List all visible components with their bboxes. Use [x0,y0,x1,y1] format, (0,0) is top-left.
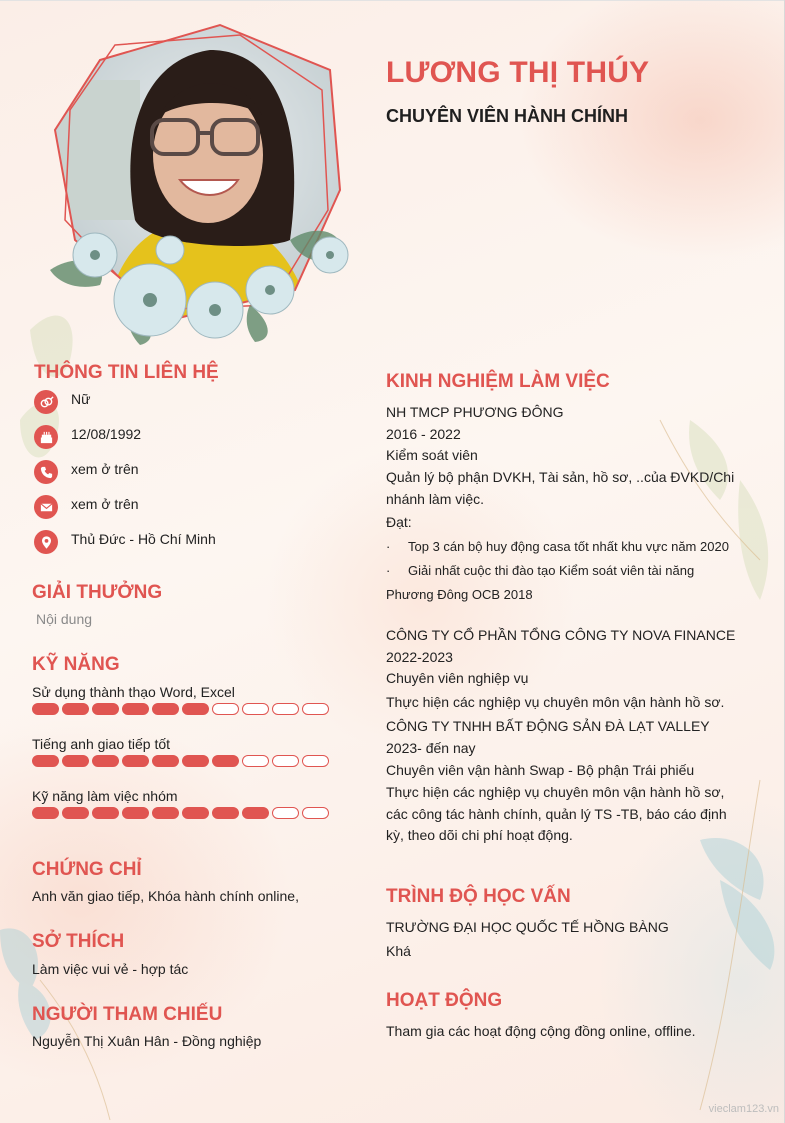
activities-heading: HOẠT ĐỘNG [386,990,503,1011]
contact-heading: THÔNG TIN LIÊN HỆ [34,362,219,383]
job1-description: Quản lý bộ phận DVKH, Tài sản, hồ sơ, ..của ĐVKD/Chi [386,469,735,485]
job1-achievement-cont: Phương Đông OCB 2018 [386,587,533,602]
awards-content: Nội dung [36,611,93,627]
awards-heading: GIẢI THƯỞNG [32,582,163,603]
gender-icon [34,390,58,414]
job2-company: CÔNG TY CỔ PHẦN TỔNG CÔNG TY NOVA FINANCE [386,627,736,643]
job1-achievement-item: · Giải nhất cuộc thi đào tạo Kiểm soát viên tài năng [386,563,695,578]
job3-position: Chuyên viên vận hành Swap - Bộ phận Trái phiếu [386,762,695,778]
skill-pill-filled [122,703,149,715]
skill-pill-filled [122,755,149,767]
job1-achieved-label: Đạt: [386,514,412,530]
skill-pill-filled [152,755,179,767]
job1-description-cont: nhánh làm việc. [386,491,485,507]
watermark: vieclam123.vn [708,1103,779,1115]
references-content: Nguyễn Thị Xuân Hân - Đồng nghiệp [32,1033,262,1049]
hobbies-heading: SỞ THÍCH [32,931,125,952]
birthday-text: 12/08/1992 [71,426,142,442]
skill-pill-filled [32,703,59,715]
skill-pill-filled [152,703,179,715]
references-heading: NGƯỜI THAM CHIẾU [32,1004,223,1025]
email-text: xem ở trên [71,496,139,512]
address-text: Thủ Đức - Hồ Chí Minh [71,531,216,547]
job2-description: Thực hiện các nghiệp vụ chuyên môn vận hành hồ sơ. [386,694,725,710]
contact-phone [34,460,334,486]
contact-birthday [34,425,334,451]
skill-pill-empty [272,807,299,819]
skill-pill-filled [122,807,149,819]
cake-icon [34,425,58,449]
contact-gender [34,390,334,416]
skill-pill-empty [302,703,329,715]
location-icon [34,530,58,554]
skill-pill-filled [92,755,119,767]
profile-photo [40,20,370,350]
skill-pill-filled [62,755,89,767]
skill-pill-filled [182,807,209,819]
skill-pill-filled [62,807,89,819]
candidate-name: LƯƠNG THỊ THÚY [386,56,650,89]
skill-pill-filled [32,807,59,819]
skill-label: Tiếng anh giao tiếp tốt [32,736,171,752]
skill-pill-empty [212,703,239,715]
skill-pill-empty [242,755,269,767]
job2-position: Chuyên viên nghiệp vụ [386,670,529,686]
skill-pill-filled [92,703,119,715]
activities-content: Tham gia các hoạt động cộng đồng online, offline. [386,1023,696,1039]
page-border-top [0,0,785,1]
skill-bar [32,703,332,715]
contact-address [34,530,334,556]
job3-period: 2023- đến nay [386,740,476,756]
skill-pill-filled [212,807,239,819]
skill-bar [32,755,332,767]
skill-pill-filled [242,807,269,819]
skill-pill-filled [182,755,209,767]
gender-text: Nữ [71,391,91,407]
job1-achievement-item: · Top 3 cán bộ huy động casa tốt nhất khu vực năm 2020 [386,539,729,554]
achievement-text: Top 3 cán bộ huy động casa tốt nhất khu vực năm 2020 [408,539,729,554]
education-heading: TRÌNH ĐỘ HỌC VẤN [386,886,571,907]
skill-pill-filled [62,703,89,715]
job2-period: 2022-2023 [386,649,453,665]
education-school: TRƯỜNG ĐẠI HỌC QUỐC TẾ HỒNG BÀNG [386,919,669,935]
job3-company: CÔNG TY TNHH BẤT ĐỘNG SẢN ĐÀ LẠT VALLEY [386,718,710,734]
candidate-title: CHUYÊN VIÊN HÀNH CHÍNH [386,106,629,126]
skill-bar [32,807,332,819]
experience-heading: KINH NGHIỆM LÀM VIỆC [386,371,610,392]
job3-description-cont: các công tác hành chính, quản lý TS -TB, báo cáo định [386,806,727,822]
skill-pill-filled [182,703,209,715]
achievement-text: Giải nhất cuộc thi đào tạo Kiểm soát viên tài năng [408,563,695,578]
job3-description-cont2: kỳ, theo dõi chi phí hoạt động. [386,827,573,843]
phone-icon [34,460,58,484]
contact-email [34,495,334,521]
phone-text: xem ở trên [71,461,139,477]
skills-heading: KỸ NĂNG [32,654,120,675]
certificates-heading: CHỨNG CHỈ [32,859,142,880]
skill-pill-empty [242,703,269,715]
skill-label: Sử dụng thành thạo Word, Excel [32,684,235,700]
skill-label: Kỹ năng làm việc nhóm [32,788,178,804]
hobbies-content: Làm việc vui vẻ - hợp tác [32,961,189,977]
skill-pill-filled [32,755,59,767]
skill-pill-empty [272,703,299,715]
education-grade: Khá [386,943,411,959]
skill-pill-empty [302,807,329,819]
skill-pill-empty [272,755,299,767]
skill-pill-filled [152,807,179,819]
job1-position: Kiểm soát viên [386,447,478,463]
job1-period: 2016 - 2022 [386,426,461,442]
skill-pill-empty [302,755,329,767]
certificates-content: Anh văn giao tiếp, Khóa hành chính online, [32,888,299,904]
skill-pill-filled [92,807,119,819]
mail-icon [34,495,58,519]
job1-company: NH TMCP PHƯƠNG ĐÔNG [386,404,564,420]
job3-description: Thực hiện các nghiệp vụ chuyên môn vận hành hồ sơ, [386,784,725,800]
skill-pill-filled [212,755,239,767]
